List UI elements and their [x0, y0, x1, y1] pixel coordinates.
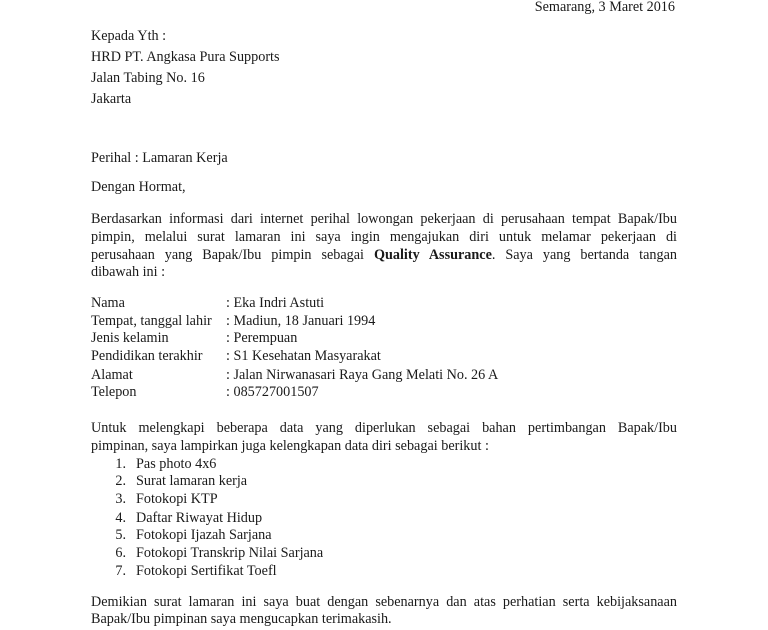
personal-data-value: : Perempuan	[226, 330, 298, 346]
recipient-salutation: Kepada Yth :	[91, 28, 167, 44]
personal-data-label: Alamat	[91, 367, 133, 383]
personal-data-value: : Madiun, 18 Januari 1994	[226, 313, 376, 329]
closing-line-1: Demikian surat lamaran ini saya buat dengan sebenarnya dan atas perhatian serta kebijaksanaan	[91, 594, 677, 610]
personal-data-value: : S1 Kesehatan Masyarakat	[226, 348, 381, 364]
letter-subject: Perihal : Lamaran Kerja	[91, 150, 228, 166]
personal-data-value: : Eka Indri Astuti	[226, 295, 325, 311]
personal-data-label: Pendidikan terakhir	[91, 348, 203, 364]
intro-line-3-start: perusahaan yang Bapak/Ibu pimpin sebagai	[91, 247, 374, 263]
list-item-number: 3.	[115, 491, 126, 507]
personal-data-label: Tempat, tanggal lahir	[91, 313, 212, 329]
intro-line-1: Berdasarkan informasi dari internet perihal lowongan pekerjaan di perusahaan tempat Bapak/Ibu	[91, 211, 677, 227]
letter-date: Semarang, 3 Maret 2016	[534, 0, 675, 15]
list-item-number: 4.	[115, 510, 126, 526]
list-item: Fotokopi Transkrip Nilai Sarjana	[136, 545, 324, 561]
list-item: Fotokopi Ijazah Sarjana	[136, 527, 272, 543]
list-item-number: 2.	[115, 473, 126, 489]
intro-line-2: pimpin, melalui surat lamaran ini saya ingin mengajukan diri untuk melamar pekerjaan di	[91, 229, 677, 245]
list-item: Pas photo 4x6	[136, 456, 217, 472]
letter-greeting: Dengan Hormat,	[91, 179, 186, 195]
intro-line-3	[91, 246, 677, 264]
list-item-number: 1.	[115, 456, 126, 472]
personal-data-value: : Jalan Nirwanasari Raya Gang Melati No. 26 A	[226, 367, 499, 383]
recipient-company: HRD PT. Angkasa Pura Supports	[91, 49, 280, 65]
intro-line-3-end: . Saya yang bertanda tangan	[491, 247, 677, 263]
list-item: Fotokopi Sertifikat Toefl	[136, 563, 277, 579]
closing-line-2: Bapak/Ibu pimpinan saya mengucapkan terimakasih.	[91, 611, 392, 627]
list-item-number: 5.	[115, 527, 126, 543]
applied-position: Quality Assurance	[373, 247, 492, 263]
personal-data-label: Jenis kelamin	[91, 330, 169, 346]
attachments-intro-line-1: Untuk melengkapi beberapa data yang diperlukan sebagai bahan pertimbangan Bapak/Ibu	[91, 420, 677, 436]
list-item: Daftar Riwayat Hidup	[136, 510, 263, 526]
list-item: Surat lamaran kerja	[136, 473, 248, 489]
list-item: Fotokopi KTP	[136, 491, 218, 507]
personal-data-value: : 085727001507	[226, 384, 319, 400]
intro-line-4: dibawah ini :	[91, 264, 166, 280]
list-item-number: 6.	[115, 545, 126, 561]
personal-data-label: Nama	[91, 295, 125, 311]
list-item-number: 7.	[115, 563, 126, 579]
personal-data-label: Telepon	[91, 384, 137, 400]
attachments-intro-line-2: pimpinan, saya lampirkan juga kelengkapan data diri sebagai berikut :	[91, 438, 489, 454]
recipient-city: Jakarta	[91, 91, 132, 107]
recipient-street: Jalan Tabing No. 16	[91, 70, 205, 86]
